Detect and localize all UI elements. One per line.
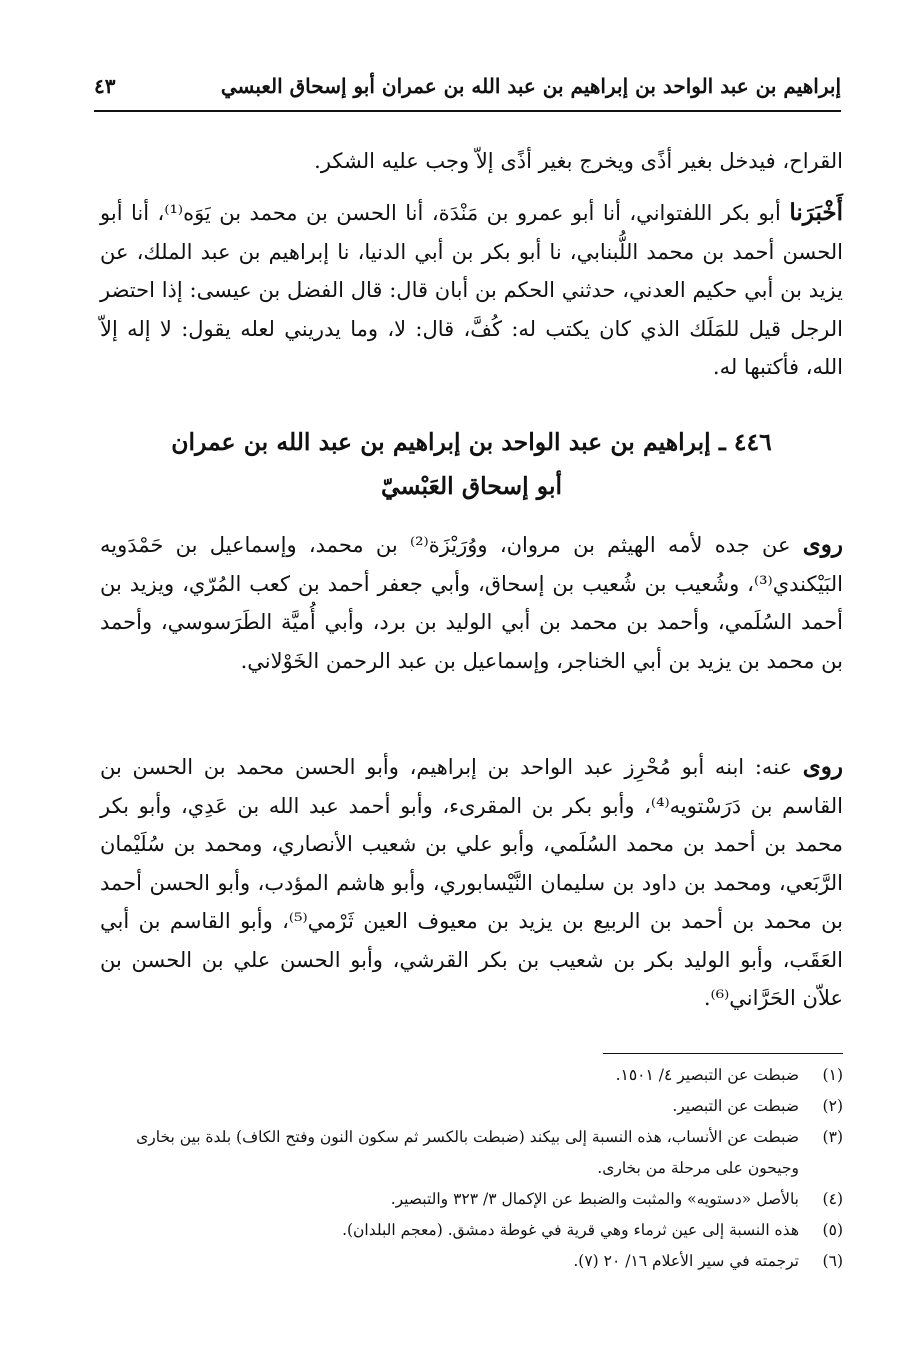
footnote-text: ضبطت عن الأنساب، هذه النسبة إلى بيكند (ضبطت بالكسر ثم سكون النون وفتح الكاف) بلدة بين بخارى وجيحون على مرحلة من بخارى. — [136, 1128, 799, 1177]
footnote-number: (٥) — [822, 1221, 843, 1239]
paragraph-continuation — [100, 142, 843, 181]
header-divider — [94, 110, 841, 112]
paragraph-lead-word: روى — [802, 753, 843, 780]
paragraph-narrated-by — [100, 748, 843, 1018]
footnote-divider — [603, 1053, 843, 1054]
running-title: إبراهيم بن عبد الواحد بن إبراهيم بن عبد الله بن عمران أبو إسحاق العبسي — [220, 74, 841, 98]
footnote-number: (١) — [822, 1066, 843, 1084]
entry-heading-line-2: أبو إسحاق العَبْسيّ — [380, 472, 563, 500]
footnote — [100, 1060, 843, 1091]
paragraph-text: القراح، فيدخل بغير أذًى ويخرج بغير أذًى إلاّ وجب عليه الشكر. — [314, 149, 843, 173]
page-header — [94, 70, 841, 110]
footnote-number: (٤) — [822, 1190, 843, 1208]
entry-heading — [100, 420, 843, 508]
footnote-text: ضبطت عن التبصير ٤/ ١٥٠١. — [615, 1066, 799, 1084]
paragraph-lead-word: روى — [802, 531, 843, 558]
entry-heading-line-1: ٤٤٦ ـ إبراهيم بن عبد الواحد بن إبراهيم بن عبد الله بن عمران — [171, 428, 772, 456]
footnote — [100, 1184, 843, 1215]
footnote — [100, 1122, 843, 1184]
footnote-text: بالأصل «دستويه» والمثبت والضبط عن الإكمال ٣/ ٣٢٣ والتبصير. — [390, 1190, 799, 1208]
footnote-number: (٣) — [822, 1128, 843, 1146]
paragraph-text: أبو بكر اللفتواني، أنا أبو عمرو بن مَنْدَة، أنا الحسن بن محمد بن يَوَه⁽¹⁾، أنا أبو الحسن أحمد بن محمد اللُّبنابي، نا أبو بكر بن أبي الدنيا، نا إبراهيم بن عبد الملك، عن يزيد بن أبي حكيم العدني، حدثني الحكم بن أبان قال: قال الفضل بن عيسى: إذا احتضر الرجل قيل للمَلَك الذي كان يكتب له: كُفَّ، قال: لا، وما يدريني لعله يقول: لا إله إلاّ الله، فأكتبها له. — [100, 201, 843, 379]
footnote-text: ضبطت عن التبصير. — [672, 1097, 799, 1115]
footnote — [100, 1246, 843, 1277]
paragraph-text: عنه: ابنه أبو مُحْرِز عبد الواحد بن إبراهيم، وأبو الحسن محمد بن الحسن بن القاسم بن دَرَسْتويه⁽⁴⁾، وأبو بكر بن المقرىء، وأبو أحمد عبد الله بن عَدِي، وأبو بكر محمد بن أحمد بن محمد السُلَمي، وأبو علي بن شعيب الأنصاري، ومحمد بن سُلَيْمان الرَّبَعي، ومحمد بن داود بن سليمان النَّيْسابوري، وأبو هاشم المؤدب، وأبو الحسن أحمد بن محمد بن أحمد بن الربيع بن يزيد بن معيوف العين ثَرْمي⁽⁵⁾، وأبو القاسم بن أبي العَقَب، وأبو الوليد بكر بن شعيب بن بكر القرشي، وأبو الحسن علي بن الحسن بن علاّن الحَرَّاني⁽⁶⁾. — [100, 755, 843, 1010]
page-number: ٤٣ — [94, 74, 116, 98]
paragraph-narrated-from — [100, 526, 843, 680]
footnote-number: (٢) — [822, 1097, 843, 1115]
footnote — [100, 1215, 843, 1246]
footnotes — [100, 1060, 843, 1277]
footnote-number: (٦) — [822, 1252, 843, 1270]
footnote-text: هذه النسبة إلى عين ثرماء وهي قرية في غوطة دمشق. (معجم البلدان). — [342, 1221, 799, 1239]
paragraph-narration — [100, 194, 843, 387]
footnote — [100, 1091, 843, 1122]
footnote-text: ترجمته في سير الأعلام ١٦/ ٢٠ (٧). — [573, 1252, 799, 1270]
paragraph-text: عن جده لأمه الهيثم بن مروان، ووُرَيْزَة⁽²⁾ بن محمد، وإسماعيل بن حَمْدَويه البَيْكندي⁽³⁾، وشُعيب بن شُعيب بن إسحاق، وأبي جعفر أحمد بن كعب المُرّي، ويزيد بن أحمد السُلَمي، وأحمد بن محمد بن أبي الوليد بن برد، وأبي أُميَّة الطَرَسوسي، وأحمد بن محمد بن يزيد بن أبي الخناجر، وإسماعيل بن عبد الرحمن الخَوْلاني. — [100, 533, 843, 673]
paragraph-lead-word: أَخْبَرَنا — [789, 199, 843, 226]
